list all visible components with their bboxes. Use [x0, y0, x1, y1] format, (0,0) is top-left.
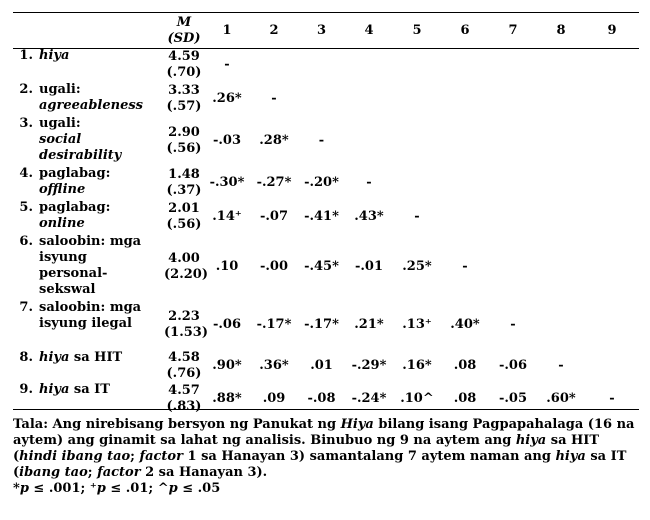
correlation-cell: .25* — [402, 259, 432, 274]
row-number: 3. — [19, 116, 33, 131]
top-rule — [13, 12, 639, 13]
mean-value: 4.58 — [168, 350, 200, 365]
variable-label — [39, 350, 164, 382]
table-row — [13, 300, 639, 350]
col-header: 2 — [269, 23, 279, 38]
header-row — [13, 14, 639, 48]
variable-label-part: saloobin: mga — [39, 300, 142, 315]
variable-label — [39, 166, 164, 200]
col-header: 1 — [222, 23, 232, 38]
table-row — [13, 116, 639, 166]
correlation-cell: .36* — [259, 358, 289, 373]
correlation-cell: .40* — [450, 317, 480, 332]
row-number: 5. — [19, 200, 33, 215]
row-number: 6. — [19, 234, 33, 249]
mean-value: 2.90 — [168, 125, 200, 140]
note-segment: ≤ .01; ^ — [105, 481, 169, 496]
sd-value: (.70) — [166, 65, 202, 80]
row-number: 7. — [19, 300, 33, 315]
mean-sd — [164, 166, 204, 200]
variable-label-part: social — [39, 132, 82, 147]
correlation-cell: - — [558, 358, 564, 373]
correlation-cell: .88* — [212, 391, 242, 406]
note-segment: ibang tao — [19, 465, 88, 480]
variable-label-part: paglabag: — [39, 200, 111, 215]
correlation-cell: .08 — [453, 358, 477, 373]
correlation-cell — [585, 350, 639, 382]
mean-sd — [164, 382, 204, 416]
col-header: 4 — [364, 23, 374, 38]
sd-value: (2.20) — [164, 267, 208, 282]
correlation-cell — [393, 116, 441, 166]
correlation-cell: - — [414, 209, 420, 224]
correlation-cell: .90* — [212, 358, 242, 373]
correlation-cell: -.20* — [304, 175, 339, 190]
correlation-cell: -.27* — [256, 175, 292, 190]
table-row — [13, 382, 639, 416]
col-header: 6 — [460, 23, 470, 38]
variable-label-part: online — [39, 216, 85, 231]
correlation-cell — [537, 48, 585, 82]
correlation-cell: - — [609, 391, 615, 406]
correlation-cell: -.07 — [259, 209, 288, 224]
correlation-cell: -.06 — [498, 358, 527, 373]
note-segment: sa HIT ( — [13, 433, 600, 464]
note-segment: bilang isang Pagpapahalaga (16 na aytem) ang ginamit sa lahat ng analisis. Binubuo ng 9 na aytem ang — [13, 417, 635, 448]
note-segment: p — [19, 481, 29, 496]
variable-label — [39, 82, 164, 116]
correlation-cell: - — [271, 91, 277, 106]
variable-label-part: saloobin: mga — [39, 234, 142, 249]
col-header: 7 — [508, 23, 518, 38]
correlation-cell — [393, 48, 441, 82]
variable-label-part: sa IT — [69, 382, 110, 397]
variable-label-part: hiya — [39, 350, 70, 365]
note-segment: sa IT ( — [13, 449, 627, 480]
variable-label — [39, 116, 164, 166]
correlation-cell — [393, 82, 441, 116]
note-segment: hiya — [515, 433, 547, 448]
table-row — [13, 350, 639, 382]
correlation-cell: .08 — [453, 391, 477, 406]
correlation-cell: .10^ — [400, 391, 434, 406]
correlation-cell — [537, 116, 585, 166]
col-header: 9 — [607, 23, 617, 38]
table-row — [13, 166, 639, 200]
note-segment: factor — [139, 449, 183, 464]
col-header: 5 — [412, 23, 422, 38]
mean-value: 1.48 — [168, 167, 200, 182]
header-blank — [13, 14, 39, 48]
note-segment: factor — [97, 465, 141, 480]
mean-sd — [164, 48, 204, 82]
correlation-cell — [345, 82, 393, 116]
correlation-cell: -.45* — [304, 259, 339, 274]
correlation-cell: - — [462, 259, 468, 274]
correlation-cell — [298, 48, 345, 82]
variable-label-part: offline — [39, 182, 86, 197]
variable-label-part: isyung ilegal — [39, 316, 132, 331]
correlation-cell: -.29* — [351, 358, 387, 373]
note-segment: ; — [87, 465, 98, 480]
correlation-cell: -.05 — [498, 391, 527, 406]
correlation-cell — [489, 200, 537, 234]
table-row — [13, 200, 639, 234]
correlation-cell — [393, 166, 441, 200]
correlation-cell: -.30* — [209, 175, 245, 190]
correlation-cell: -.17* — [256, 317, 292, 332]
row-number: 4. — [19, 166, 33, 181]
correlation-cell — [441, 200, 489, 234]
variable-label — [39, 382, 164, 416]
mean-value: 4.59 — [168, 49, 200, 64]
correlation-cell — [489, 234, 537, 300]
variable-label-part: hiya — [39, 382, 70, 397]
mean-value: 2.23 — [168, 309, 200, 324]
sd-label: (SD) — [167, 31, 201, 46]
variable-label-part: sekswal — [39, 282, 96, 297]
mean-sd — [164, 82, 204, 116]
col-header: 8 — [556, 23, 566, 38]
correlation-cell: .26* — [212, 91, 242, 106]
variable-label — [39, 300, 164, 350]
correlation-cell — [441, 82, 489, 116]
mean-value: 4.00 — [168, 251, 200, 266]
variable-label-part: paglabag: — [39, 166, 111, 181]
variable-label — [39, 234, 164, 300]
header-m-sd — [164, 14, 204, 48]
note-segment: hiya — [555, 449, 586, 464]
correlation-cell — [585, 200, 639, 234]
correlation-cell: -.06 — [212, 317, 241, 332]
correlation-cell: -.41* — [304, 209, 339, 224]
note-segment: ≤ .05 — [177, 481, 221, 496]
variable-label-part: sa HIT — [69, 350, 123, 365]
note-segment: * — [13, 481, 20, 496]
correlation-cell — [585, 82, 639, 116]
correlation-cell: .13⁺ — [402, 317, 432, 332]
note-segment: Hiya — [340, 417, 374, 432]
table-row — [13, 234, 639, 300]
correlation-cell — [585, 300, 639, 350]
mean-sd — [164, 234, 208, 300]
sd-value: (.57) — [166, 99, 202, 114]
correlation-cell — [489, 48, 537, 82]
correlation-table — [13, 14, 639, 416]
variable-label-part: personal- — [39, 266, 108, 281]
correlation-cell — [537, 300, 585, 350]
note-segment: 1 sa Hanayan 3) samantalang 7 aytem naman ang — [182, 449, 556, 464]
correlation-cell: .14⁺ — [212, 209, 242, 224]
mean-sd — [164, 300, 208, 350]
note-segment: p — [168, 481, 178, 496]
sd-value: (.76) — [166, 366, 202, 381]
note-text — [13, 417, 639, 481]
note-segment: Tala: Ang nirebisang bersyon ng Panukat ng — [13, 417, 341, 432]
col-header: 3 — [316, 23, 327, 38]
correlation-cell — [585, 234, 639, 300]
header-blank — [39, 14, 164, 48]
note-segment: hindi ibang tao — [19, 449, 131, 464]
correlation-cell: - — [510, 317, 516, 332]
row-number: 8. — [19, 350, 33, 365]
m-label: M — [176, 15, 192, 30]
table-row — [13, 48, 639, 82]
variable-label-part: isyung — [39, 250, 87, 265]
correlation-cell — [585, 166, 639, 200]
correlation-cell: - — [224, 57, 230, 72]
correlation-cell: .21* — [354, 317, 384, 332]
variable-label-part: desirability — [39, 148, 122, 163]
row-number: 9. — [19, 382, 33, 397]
correlation-cell — [345, 116, 393, 166]
sd-value: (.83) — [166, 399, 202, 414]
correlation-cell: -.24* — [351, 391, 387, 406]
correlation-cell: - — [318, 133, 325, 148]
row-number: 1. — [19, 48, 33, 63]
note-segment: ⁺ — [89, 481, 97, 496]
correlation-cell: -.08 — [307, 391, 336, 406]
correlation-cell — [537, 82, 585, 116]
note-segment: ≤ .001; — [28, 481, 90, 496]
note-segment: p — [96, 481, 106, 496]
correlation-cell: -.00 — [259, 259, 288, 274]
correlation-cell: -.17* — [304, 317, 339, 332]
variable-label — [39, 200, 164, 234]
correlation-cell — [537, 200, 585, 234]
mean-value: 3.33 — [168, 83, 200, 98]
correlation-cell: .60* — [546, 391, 576, 406]
correlation-cell — [345, 48, 393, 82]
variable-label — [39, 48, 164, 82]
variable-label-part: ugali: — [39, 116, 81, 131]
correlation-cell — [489, 116, 537, 166]
correlation-cell — [441, 116, 489, 166]
significance-note — [13, 481, 639, 497]
row-number: 2. — [19, 82, 33, 97]
sd-value: (.37) — [166, 183, 202, 198]
correlation-cell — [585, 116, 639, 166]
mean-sd — [164, 200, 204, 234]
correlation-cell: - — [366, 175, 372, 190]
correlation-cell — [250, 48, 298, 82]
note-segment: 2 sa Hanayan 3). — [140, 465, 268, 480]
correlation-cell — [489, 166, 537, 200]
table-row — [13, 82, 639, 116]
correlation-cell: -.03 — [212, 133, 241, 148]
correlation-cell: .10 — [215, 259, 239, 274]
mean-sd — [164, 116, 204, 166]
correlation-cell — [537, 166, 585, 200]
table-note — [13, 417, 639, 497]
mean-value: 4.57 — [168, 383, 200, 398]
mean-sd — [164, 350, 204, 382]
correlation-cell: .43* — [354, 209, 384, 224]
variable-label-part: agreeableness — [39, 98, 143, 113]
correlation-cell — [585, 48, 639, 82]
correlation-cell: .01 — [310, 358, 333, 373]
correlation-cell — [441, 166, 489, 200]
note-segment: ; — [130, 449, 140, 464]
variable-label-part: hiya — [39, 48, 70, 63]
correlation-cell — [441, 48, 489, 82]
correlation-cell: .16* — [402, 358, 432, 373]
sd-value: (.56) — [166, 217, 202, 232]
sd-value: (1.53) — [164, 325, 208, 340]
variable-label-part: ugali: — [39, 82, 81, 97]
correlation-cell — [489, 82, 537, 116]
correlation-cell: .28* — [259, 133, 289, 148]
correlation-cell — [537, 234, 585, 300]
correlation-cell — [298, 82, 345, 116]
mean-value: 2.01 — [168, 201, 200, 216]
correlation-cell: .09 — [262, 391, 286, 406]
sd-value: (.56) — [166, 141, 202, 156]
correlation-cell: -.01 — [354, 259, 383, 274]
